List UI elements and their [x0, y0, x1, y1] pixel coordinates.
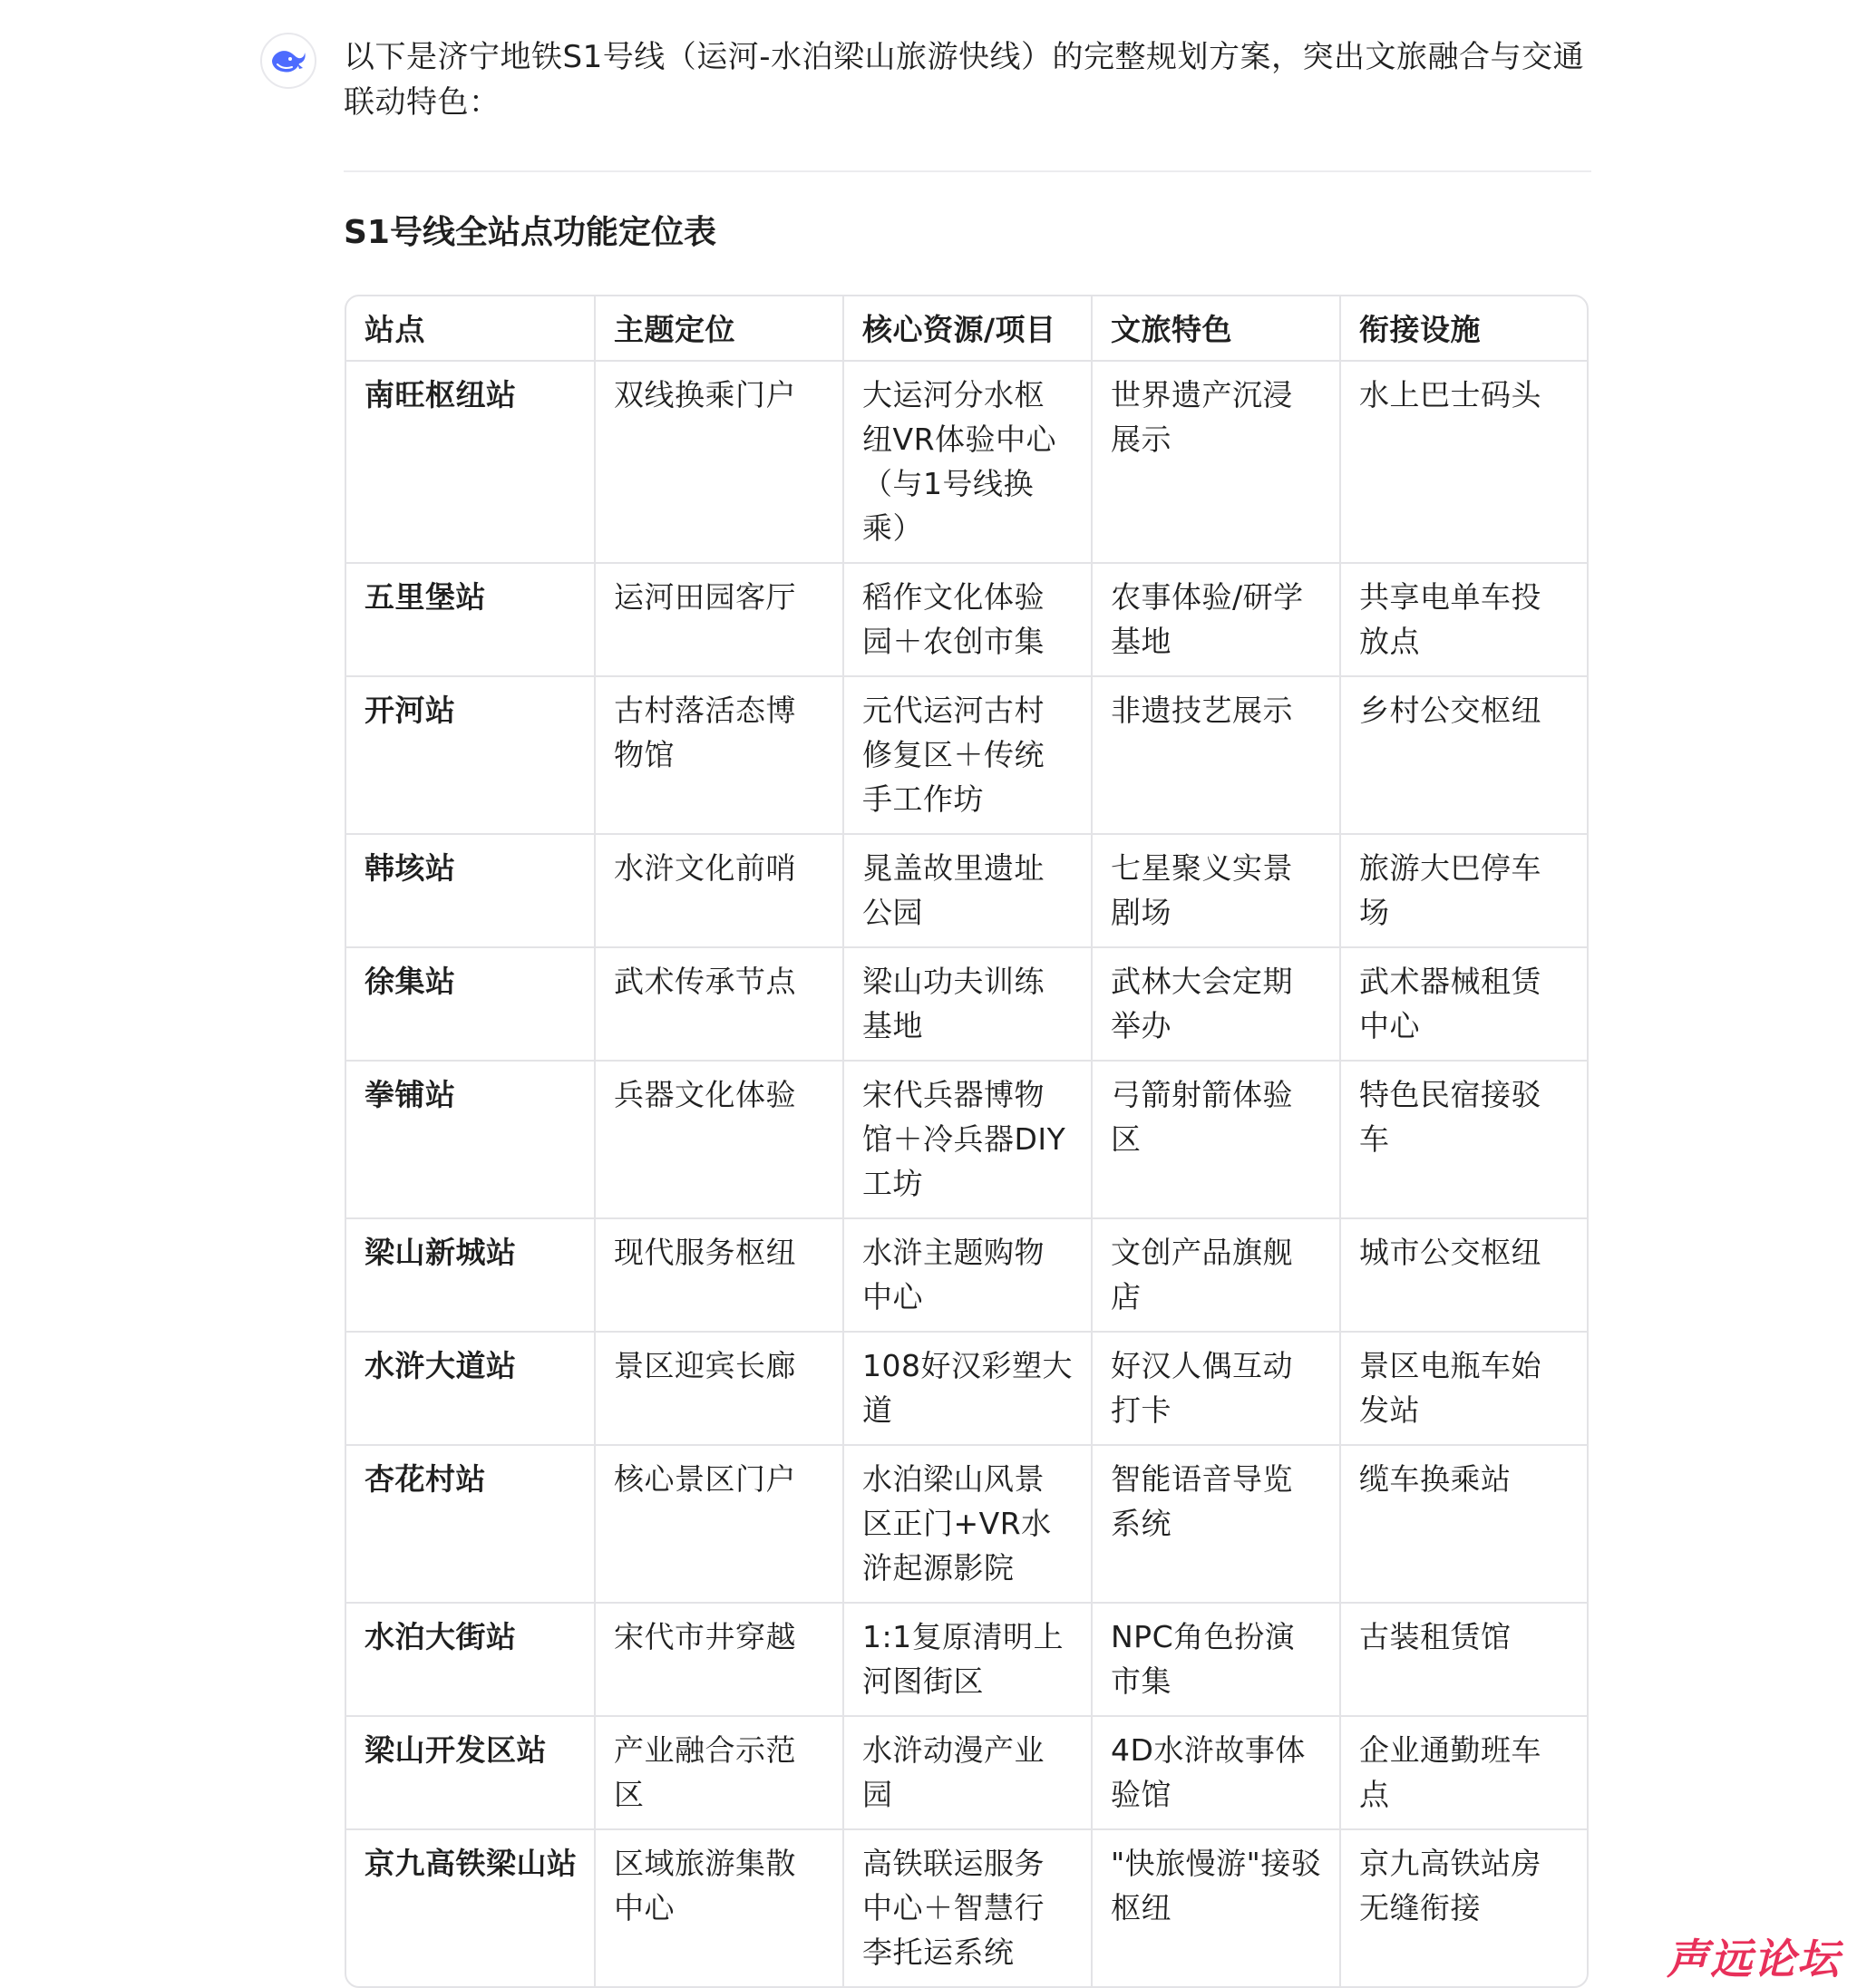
theme-cell: 武术传承节点 — [595, 947, 843, 1061]
theme-cell: 核心景区门户 — [595, 1445, 843, 1603]
culture-feature-cell: 世界遗产沉浸展示 — [1092, 361, 1340, 563]
culture-feature-cell: 弓箭射箭体验区 — [1092, 1061, 1340, 1218]
connection-cell: 特色民宿接驳车 — [1340, 1061, 1587, 1218]
culture-feature-cell: 好汉人偶互动打卡 — [1092, 1332, 1340, 1445]
core-resource-cell: 晁盖故里遗址公园 — [843, 834, 1092, 947]
theme-cell: 现代服务枢纽 — [595, 1218, 843, 1332]
connection-cell: 乡村公交枢纽 — [1340, 676, 1587, 834]
table-row — [346, 1829, 1587, 1986]
connection-cell: 共享电单车投放点 — [1340, 563, 1587, 676]
theme-cell: 宋代市井穿越 — [595, 1603, 843, 1716]
core-resource-cell: 水浒动漫产业园 — [843, 1716, 1092, 1829]
culture-feature-cell: NPC角色扮演市集 — [1092, 1603, 1340, 1716]
table-row — [346, 834, 1587, 947]
connection-cell: 缆车换乘站 — [1340, 1445, 1587, 1603]
core-resource-cell: 梁山功夫训练基地 — [843, 947, 1092, 1061]
table-row — [346, 676, 1587, 834]
connection-cell: 古装租赁馆 — [1340, 1603, 1587, 1716]
connection-cell: 旅游大巴停车场 — [1340, 834, 1587, 947]
culture-feature-cell: 武林大会定期举办 — [1092, 947, 1340, 1061]
station-name-cell: 韩垓站 — [346, 834, 595, 947]
station-name-cell: 徐集站 — [346, 947, 595, 1061]
core-resource-cell: 水浒主题购物中心 — [843, 1218, 1092, 1332]
culture-feature-cell: 七星聚义实景剧场 — [1092, 834, 1340, 947]
station-name-cell: 南旺枢纽站 — [346, 361, 595, 563]
culture-feature-cell: "快旅慢游"接驳枢纽 — [1092, 1829, 1340, 1986]
table-row — [346, 1332, 1587, 1445]
core-resource-cell: 高铁联运服务中心＋智慧行李托运系统 — [843, 1829, 1092, 1986]
core-resource-cell: 108好汉彩塑大道 — [843, 1332, 1092, 1445]
column-header-culture-features: 文旅特色 — [1092, 296, 1340, 361]
theme-cell: 产业融合示范区 — [595, 1716, 843, 1829]
table-title: S1号线全站点功能定位表 — [344, 214, 716, 251]
connection-cell: 景区电瓶车始发站 — [1340, 1332, 1587, 1445]
column-header-connections: 衔接设施 — [1340, 296, 1587, 361]
table-row — [346, 1603, 1587, 1716]
connection-cell: 京九高铁站房无缝衔接 — [1359, 1846, 1541, 1925]
connection-cell: 武术器械租赁中心 — [1340, 947, 1587, 1061]
table-row — [346, 1445, 1587, 1603]
culture-feature-cell: 智能语音导览系统 — [1092, 1445, 1340, 1603]
column-header-station: 站点 — [346, 296, 595, 361]
station-name-cell: 梁山新城站 — [346, 1218, 595, 1332]
culture-feature-cell: 文创产品旗舰店 — [1092, 1218, 1340, 1332]
core-resource-cell: 元代运河古村修复区＋传统手工作坊 — [843, 676, 1092, 834]
table-header-row — [346, 296, 1587, 361]
station-function-table — [345, 295, 1589, 1988]
column-header-core-resources: 核心资源/项目 — [843, 296, 1092, 361]
connection-cell: 城市公交枢纽 — [1340, 1218, 1587, 1332]
connection-cell: 水上巴士码头 — [1340, 361, 1587, 563]
station-name-cell: 五里堡站 — [346, 563, 595, 676]
table-row — [346, 1061, 1587, 1218]
station-name-cell: 开河站 — [346, 676, 595, 834]
station-name-cell: 水浒大道站 — [346, 1332, 595, 1445]
column-header-theme: 主题定位 — [595, 296, 843, 361]
whale-logo-icon — [270, 46, 306, 75]
table-row — [346, 563, 1587, 676]
assistant-intro-text: 以下是济宁地铁S1号线（运河-水泊梁山旅游快线）的完整规划方案，突出文旅融合与交通联动特色： — [344, 39, 1584, 121]
table-row — [346, 947, 1587, 1061]
table-row — [346, 1716, 1587, 1829]
core-resource-cell: 大运河分水枢纽VR体验中心（与1号线换乘） — [843, 361, 1092, 563]
station-name-cell: 拳铺站 — [346, 1061, 595, 1218]
table-row — [346, 1218, 1587, 1332]
station-name-cell: 京九高铁梁山站 — [346, 1829, 595, 1986]
theme-cell: 运河田园客厅 — [595, 563, 843, 676]
connection-cell: 企业通勤班车点 — [1340, 1716, 1587, 1829]
core-resource-cell: 水泊梁山风景区正门+VR水浒起源影院 — [843, 1445, 1092, 1603]
theme-cell: 区域旅游集散中心 — [595, 1829, 843, 1986]
theme-cell: 水浒文化前哨 — [595, 834, 843, 947]
theme-cell: 兵器文化体验 — [595, 1061, 843, 1218]
culture-feature-cell: 4D水浒故事体验馆 — [1092, 1716, 1340, 1829]
forum-watermark: 声远论坛 — [1667, 1935, 1841, 1983]
section-divider — [344, 170, 1591, 172]
culture-feature-cell: 农事体验/研学基地 — [1092, 563, 1340, 676]
station-name-cell: 杏花村站 — [346, 1445, 595, 1603]
core-resource-cell: 宋代兵器博物馆＋冷兵器DIY工坊 — [843, 1061, 1092, 1218]
theme-cell: 景区迎宾长廊 — [595, 1332, 843, 1445]
culture-feature-cell: 非遗技艺展示 — [1092, 676, 1340, 834]
station-name-cell: 梁山开发区站 — [346, 1716, 595, 1829]
theme-cell: 双线换乘门户 — [595, 361, 843, 563]
table-row — [346, 361, 1587, 563]
theme-cell: 古村落活态博物馆 — [595, 676, 843, 834]
core-resource-cell: 1:1复原清明上河图街区 — [843, 1603, 1092, 1716]
station-name-cell: 水泊大街站 — [346, 1603, 595, 1716]
assistant-avatar — [260, 33, 316, 89]
core-resource-cell: 稻作文化体验园＋农创市集 — [843, 563, 1092, 676]
